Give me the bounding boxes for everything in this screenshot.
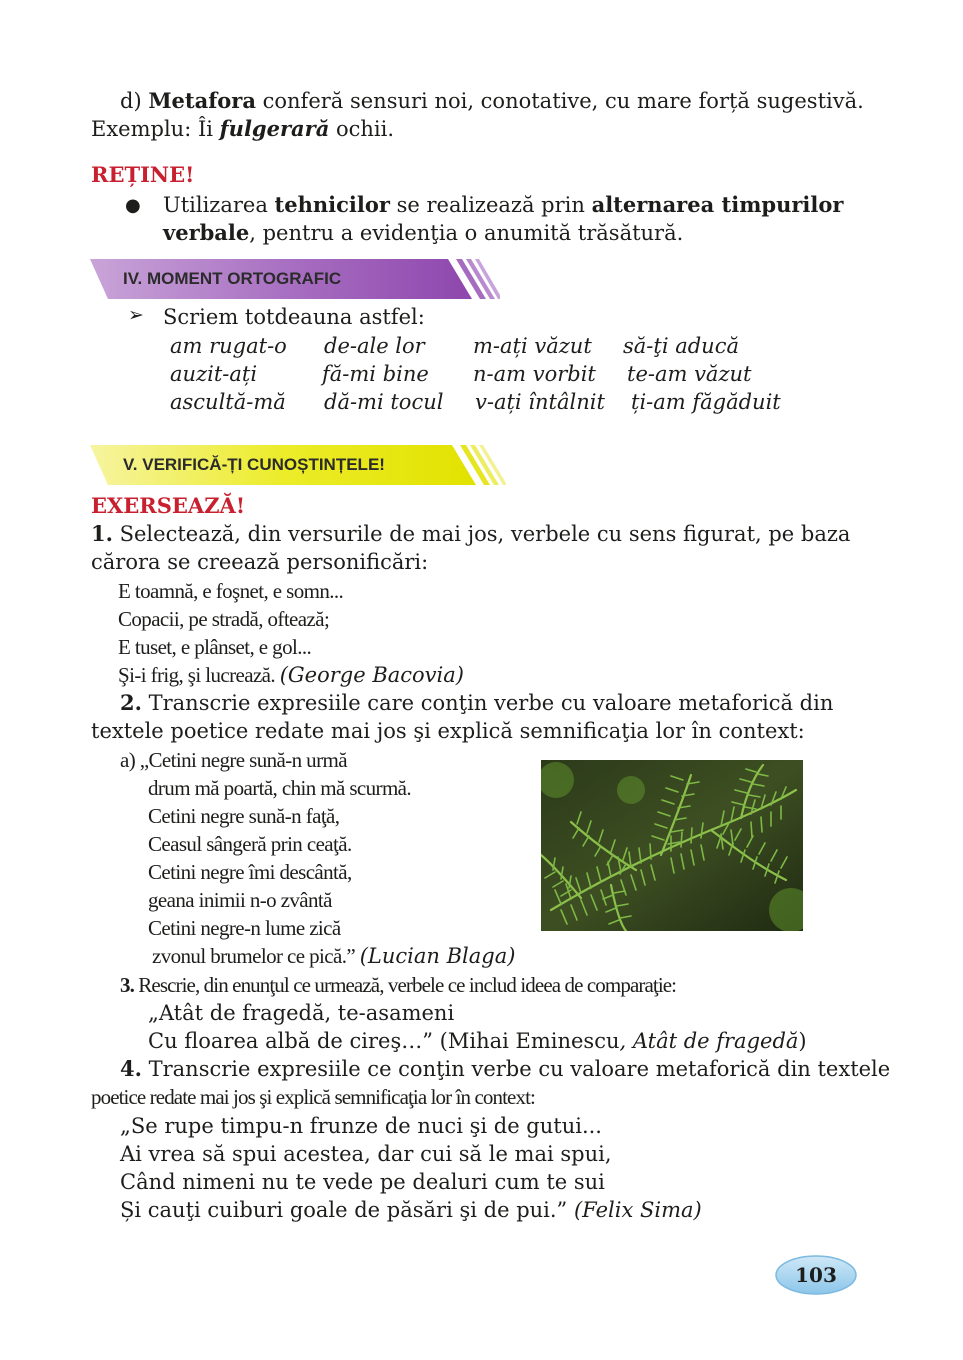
ortografic-word: v-ați întâlnit	[475, 390, 605, 414]
example-term: fulgerară	[219, 116, 330, 141]
bullet-icon: ●	[125, 195, 141, 216]
verifica-cunostintele-banner	[90, 445, 506, 485]
verse-line: Ceasul sângeră prin ceaţă.	[148, 832, 352, 856]
ortografic-word: dă-mi tocul	[324, 390, 444, 414]
ortografic-word: auzit-ați	[170, 362, 258, 386]
exercise-4-line-2: poetice redate mai jos şi explică semnificaţia lor în context:	[91, 1085, 535, 1109]
verse-line: drum mă poartă, chin mă scurmă.	[148, 776, 412, 800]
ortografic-intro: Scriem totdeauna astfel:	[163, 305, 425, 329]
verse-line: „Se rupe timpu-n frunze de nuci şi de gutui...	[120, 1114, 602, 1138]
ortografic-word: am rugat-o	[170, 334, 287, 358]
ortografic-word: n-am vorbit	[473, 362, 596, 386]
ortografic-word: te-am văzut	[627, 362, 752, 386]
retine-line-2: verbale, pentru a evidenţia o anumită trăsătură.	[163, 220, 684, 245]
page-number: 103	[795, 1263, 837, 1287]
verse-line: Cetini negre sună-n faţă,	[148, 804, 340, 828]
fir-branch-photo	[541, 760, 803, 931]
exerseaza-title: EXERSEAZĂ!	[91, 493, 246, 518]
ortografic-word: fă-mi bine	[322, 362, 429, 386]
exercise-2-line-2: textele poetice redate mai jos şi explică semnificaţia lor în context:	[91, 719, 805, 743]
verse-line-author: Cu floarea albă de cireş…” (Mihai Eminescu, Atât de fragedă)	[148, 1029, 807, 1053]
ortografic-word: să-ţi aducă	[623, 334, 739, 358]
verse-line: Cetini negre îmi descântă,	[148, 860, 352, 884]
retine-title: REȚINE!	[91, 162, 195, 187]
metafora-example: Exemplu: Îi fulgerară ochii.	[91, 116, 395, 141]
exercise-3-line-1: 3. Rescrie, din enunţul ce urmează, verbele ce includ ideea de comparaţie:	[120, 973, 677, 997]
verse-line: „Atât de fragedă, te-asameni	[148, 1001, 455, 1025]
exercise-1-line-2: cărora se creează personificări:	[91, 550, 429, 574]
retine-line-1: Utilizarea tehnicilor se realizează prin alternarea timpurilor	[163, 192, 844, 217]
banner-label: IV. MOMENT ORTOGRAFIC	[123, 269, 342, 288]
metafora-line: d) Metafora conferă sensuri noi, conotative, cu mare forță sugestivă.	[120, 88, 864, 113]
ortografic-word: de-ale lor	[324, 334, 425, 358]
arrow-bullet-icon: ➢	[128, 304, 144, 326]
verse-line: Cetini negre-n lume zică	[148, 916, 341, 940]
verse-line-author: zvonul brumelor ce pică.” (Lucian Blaga)	[152, 944, 516, 968]
verse-line-author: Și cauţi cuiburi goale de păsări şi de pui.” (Felix Sima)	[120, 1198, 702, 1222]
moment-ortografic-banner	[90, 259, 500, 299]
ortografic-word: m-ați văzut	[473, 334, 592, 358]
verse-line: E toamnă, e foşnet, e somn...	[118, 579, 344, 603]
metafora-term: Metafora	[148, 88, 256, 113]
verse-line: Când nimeni nu te vede pe dealuri cum te sui	[120, 1170, 605, 1194]
verse-line: E tuset, e plânset, e gol...	[118, 635, 312, 659]
verse-line: Ai vrea să spui acestea, dar cui să le mai spui,	[120, 1142, 612, 1166]
page-number-badge	[774, 1253, 858, 1297]
verse-line: Copacii, pe stradă, oftează;	[118, 607, 330, 631]
verse-line-author: Şi-i frig, şi lucrează. (George Bacovia)	[118, 663, 464, 687]
exercise-4-line-1: 4. Transcrie expresiile ce conţin verbe cu valoare metaforică din textele	[120, 1056, 891, 1081]
verse-line: geana inimii n-o zvântă	[148, 888, 332, 912]
exercise-1-line-1: 1. Selectează, din versurile de mai jos, verbele cu sens figurat, pe baza	[91, 521, 851, 546]
verse-line: a) „Cetini negre sună-n urmă	[120, 748, 347, 772]
exercise-2-line-1: 2. Transcrie expresiile care conţin verbe cu valoare metaforică din	[120, 690, 834, 715]
banner-label: V. VERIFICĂ-ȚI CUNOȘTINȚELE!	[123, 455, 385, 474]
ortografic-word: ascultă-mă	[170, 390, 286, 414]
ortografic-word: ți-am făgăduit	[631, 390, 781, 414]
